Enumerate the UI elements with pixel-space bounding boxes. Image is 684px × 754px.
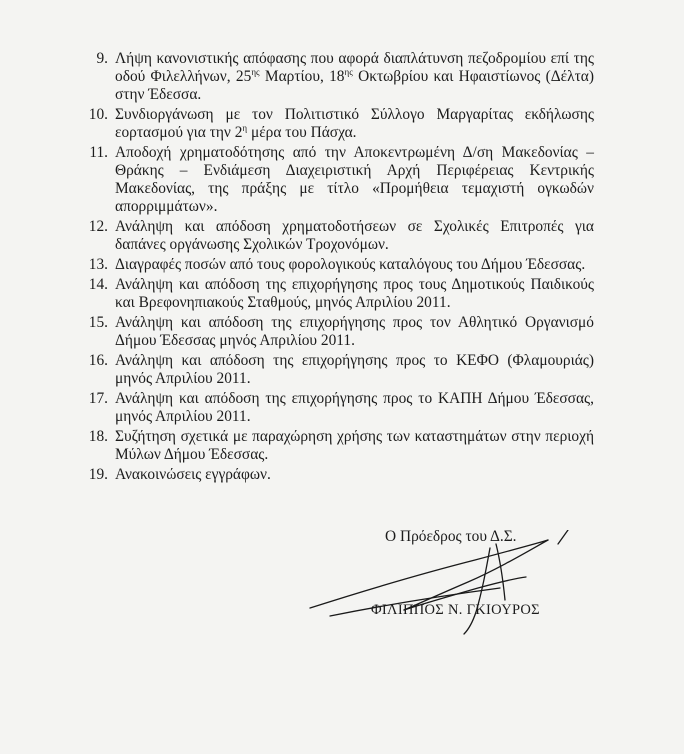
- item-number: 9.: [96, 50, 108, 67]
- agenda-item: [78, 428, 594, 464]
- handwritten-signature: [300, 530, 570, 640]
- agenda-item: [78, 144, 594, 216]
- agenda-item: [78, 106, 594, 142]
- item-number: 15.: [88, 314, 108, 331]
- agenda-item: [78, 352, 594, 388]
- agenda-item: [78, 390, 594, 426]
- item-text: Ανάληψη και απόδοση της επιχορήγησης προς τους Δημοτικούς Παιδικούς και Βρεφονηπιακούς Σταθμούς, μηνός Απριλίου 2011.: [115, 276, 594, 311]
- item-number: 19.: [88, 466, 108, 483]
- agenda-item: [78, 218, 594, 254]
- item-number: 13.: [88, 256, 108, 273]
- item-text: Αποδοχή χρηματοδότησης από την Αποκεντρωμένη Δ/ση Μακεδονίας – Θράκης – Ενδιάμεση Διαχειριστική Αρχή Περιφέρειας Κεντρικής Μακεδονίας, της πράξης με τίτλο «Προμήθεια τεμαχιστή ογκωδών απορριμμάτων».: [115, 144, 594, 215]
- item-text: Ανάληψη και απόδοση της επιχορήγησης προς το ΚΕΦΟ (Φλαμουριάς) μηνός Απριλίου 2011.: [115, 352, 594, 387]
- item-text: Ανακοινώσεις εγγράφων.: [115, 466, 271, 483]
- item-text: Λήψη κανονιστικής απόφασης που αφορά διαπλάτυνση πεζοδρομίου επί της οδού Φιλελλήνων, $25^{\eta\varsigma}$ Μαρτίου, $18^{\eta\varsigma}$ Οκτωβρίου και Ηφαιστίωνος (Δέλτα) στην Έδεσσα.: [115, 50, 594, 103]
- agenda-item: [78, 314, 594, 350]
- item-text: Ανάληψη και απόδοση χρηματοδοτήσεων σε Σχολικές Επιτροπές για δαπάνες οργάνωσης Σχολικών Τροχονόμων.: [115, 218, 594, 253]
- item-text: Διαγραφές ποσών από τους φορολογικούς καταλόγους του Δήμου Έδεσσας.: [115, 256, 586, 273]
- item-number: 18.: [88, 428, 108, 445]
- item-number: 17.: [88, 390, 108, 407]
- item-text: Ανάληψη και απόδοση της επιχορήγησης προς τον Αθλητικό Οργανισμό Δήμου Έδεσσας μηνός Απριλίου 2011.: [115, 314, 594, 349]
- item-text: Ανάληψη και απόδοση της επιχορήγησης προς το ΚΑΠΗ Δήμου Έδεσσας, μηνός Απριλίου 2011.: [115, 390, 594, 425]
- signatory-name: ΦΙΛΙΠΠΟΣ Ν. ΓΚΙΟΥΡΟΣ: [371, 602, 540, 618]
- signatory-title: Ο Πρόεδρος του Δ.Σ.: [385, 528, 517, 545]
- item-number: 10.: [88, 106, 108, 123]
- item-number: 14.: [88, 276, 108, 293]
- item-number: 16.: [88, 352, 108, 369]
- item-number: 11.: [89, 144, 108, 161]
- item-text: Συνδιοργάνωση με τον Πολιτιστικό Σύλλογο Μαργαρίτας εκδήλωσης εορτασμού για την $2^\eta$ μέρα του Πάσχα.: [115, 106, 594, 141]
- agenda-item: [78, 50, 594, 104]
- agenda-item: [78, 466, 594, 484]
- item-text: Συζήτηση σχετικά με παραχώρηση χρήσης των καταστημάτων στην περιοχή Μύλων Δήμου Έδεσσας.: [115, 428, 594, 463]
- agenda-item: [78, 256, 594, 274]
- agenda-list: [78, 50, 594, 486]
- agenda-item: [78, 276, 594, 312]
- item-number: 12.: [88, 218, 108, 235]
